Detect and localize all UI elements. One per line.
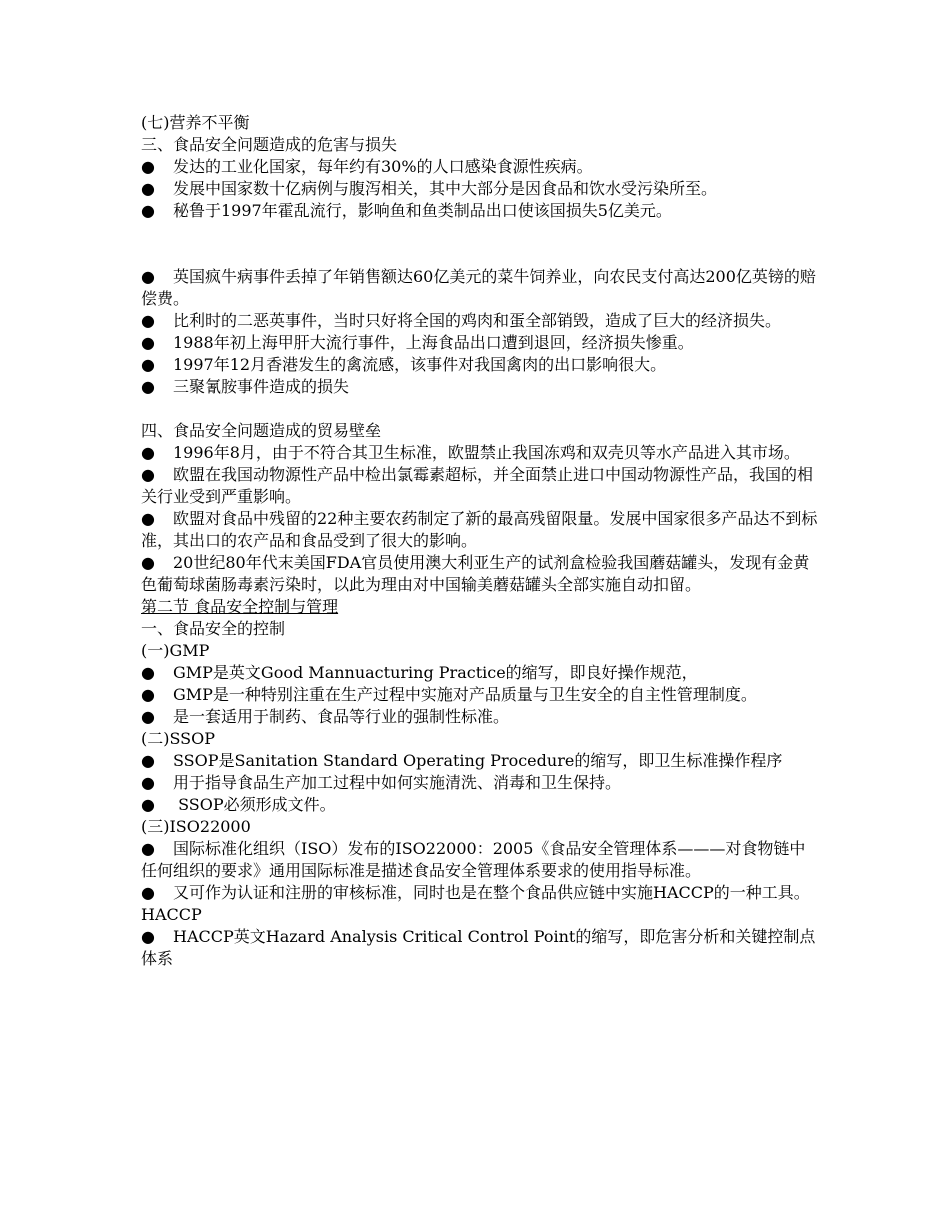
bullet-item: ● 发展中国家数十亿病例与腹泻相关，其中大部分是因食品和饮水受污染所至。 — [141, 179, 718, 198]
bullet-item: ● 20世纪80年代末美国FDA官员使用澳大利亚生产的试剂盒检验我国蘑菇罐头，发现有金黄色葡萄球菌肠毒素污染时，以此为理由对中国输美蘑菇罐头全部实施自动扣留。 — [141, 553, 810, 594]
bullet-item: ● HACCP英文Hazard Analysis Critical Control Point的缩写，即危害分析和关键控制点体系 — [141, 927, 816, 968]
section-heading: 一、食品安全的控制 — [141, 619, 286, 638]
chapter-heading: 第二节 食品安全控制与管理 — [141, 597, 339, 616]
bullet-icon: ● — [141, 883, 155, 902]
bullet-icon: ● — [141, 751, 155, 770]
bullet-item: ● 比利时的二恶英事件，当时只好将全国的鸡肉和蛋全部销毁，造成了巨大的经济损失。 — [141, 311, 782, 330]
bullet-item: ● 英国疯牛病事件丢掉了年销售额达60亿美元的菜牛饲养业，向农民支付高达200亿英镑的赔偿费。 — [141, 267, 816, 308]
bullet-item: ● 三聚氰胺事件造成的损失 — [141, 377, 350, 396]
bullet-icon: ● — [141, 465, 155, 484]
bullet-item: ● 是一套适用于制药、食品等行业的强制性标准。 — [141, 707, 510, 726]
bullet-icon: ● — [141, 333, 155, 352]
bullet-icon: ● — [141, 311, 155, 330]
bullet-item: ● SSOP必须形成文件。 — [141, 795, 336, 814]
bullet-icon: ● — [141, 663, 155, 682]
bullet-icon: ● — [141, 773, 155, 792]
bullet-icon: ● — [141, 179, 155, 198]
bullet-icon: ● — [141, 553, 155, 572]
subsection-heading: HACCP — [141, 905, 202, 924]
subsection-heading: (二)SSOP — [141, 729, 216, 748]
bullet-icon: ● — [141, 267, 155, 286]
bullet-icon: ● — [141, 377, 155, 396]
document-page — [141, 112, 821, 970]
bullet-icon: ● — [141, 839, 155, 858]
bullet-item: ● 用于指导食品生产加工过程中如何实施清洗、消毒和卫生保持。 — [141, 773, 622, 792]
bullet-icon: ● — [141, 355, 155, 374]
bullet-item: ● 国际标准化组织（ISO）发布的ISO22000：2005《食品安全管理体系———对食物链中任何组织的要求》通用国际标准是描述食品安全管理体系要求的使用指导标准。 — [141, 839, 806, 880]
bullet-icon: ● — [141, 927, 155, 946]
bullet-item: ● GMP是英文Good Mannuacturing Practice的缩写，即良好操作规范， — [141, 663, 698, 682]
bullet-item: ● 欧盟在我国动物源性产品中检出氯霉素超标，并全面禁止进口中国动物源性产品，我国的相关行业受到严重影响。 — [141, 465, 814, 506]
spacer — [141, 398, 821, 420]
bullet-icon: ● — [141, 795, 155, 814]
bullet-icon: ● — [141, 201, 155, 220]
bullet-icon: ● — [141, 157, 155, 176]
spacer — [141, 222, 821, 266]
bullet-icon: ● — [141, 685, 155, 704]
bullet-item: ● 1997年12月香港发生的禽流感，该事件对我国禽肉的出口影响很大。 — [141, 355, 667, 374]
bullet-item: ● SSOP是Sanitation Standard Operating Procedure的缩写，即卫生标准操作程序 — [141, 751, 783, 770]
bullet-item: ● 欧盟对食品中残留的22种主要农药制定了新的最高残留限量。发展中国家很多产品达不到标准，其出口的农产品和食品受到了很大的影响。 — [141, 509, 818, 550]
bullet-icon: ● — [141, 707, 155, 726]
subsection-heading: (七)营养不平衡 — [141, 113, 250, 132]
bullet-icon: ● — [141, 509, 155, 528]
section-heading: 三、食品安全问题造成的危害与损失 — [141, 135, 398, 154]
subsection-heading: (一)GMP — [141, 641, 210, 660]
bullet-icon: ● — [141, 443, 155, 462]
subsection-heading: (三)ISO22000 — [141, 817, 251, 836]
bullet-item: ● 又可作为认证和注册的审核标准，同时也是在整个食品供应链中实施HACCP的一种工具。 — [141, 883, 810, 902]
bullet-item: ● 1996年8月，由于不符合其卫生标准，欧盟禁止我国冻鸡和双壳贝等水产品进入其市场。 — [141, 443, 800, 462]
section-heading: 四、食品安全问题造成的贸易壁垒 — [141, 421, 382, 440]
bullet-item: ● 发达的工业化国家，每年约有30%的人口感染食源性疾病。 — [141, 157, 593, 176]
bullet-item: ● 1988年初上海甲肝大流行事件，上海食品出口遭到退回，经济损失惨重。 — [141, 333, 694, 352]
bullet-item: ● 秘鲁于1997年霍乱流行，影响鱼和鱼类制品出口使该国损失5亿美元。 — [141, 201, 672, 220]
bullet-item: ● GMP是一种特别注重在生产过程中实施对产品质量与卫生安全的自主性管理制度。 — [141, 685, 757, 704]
